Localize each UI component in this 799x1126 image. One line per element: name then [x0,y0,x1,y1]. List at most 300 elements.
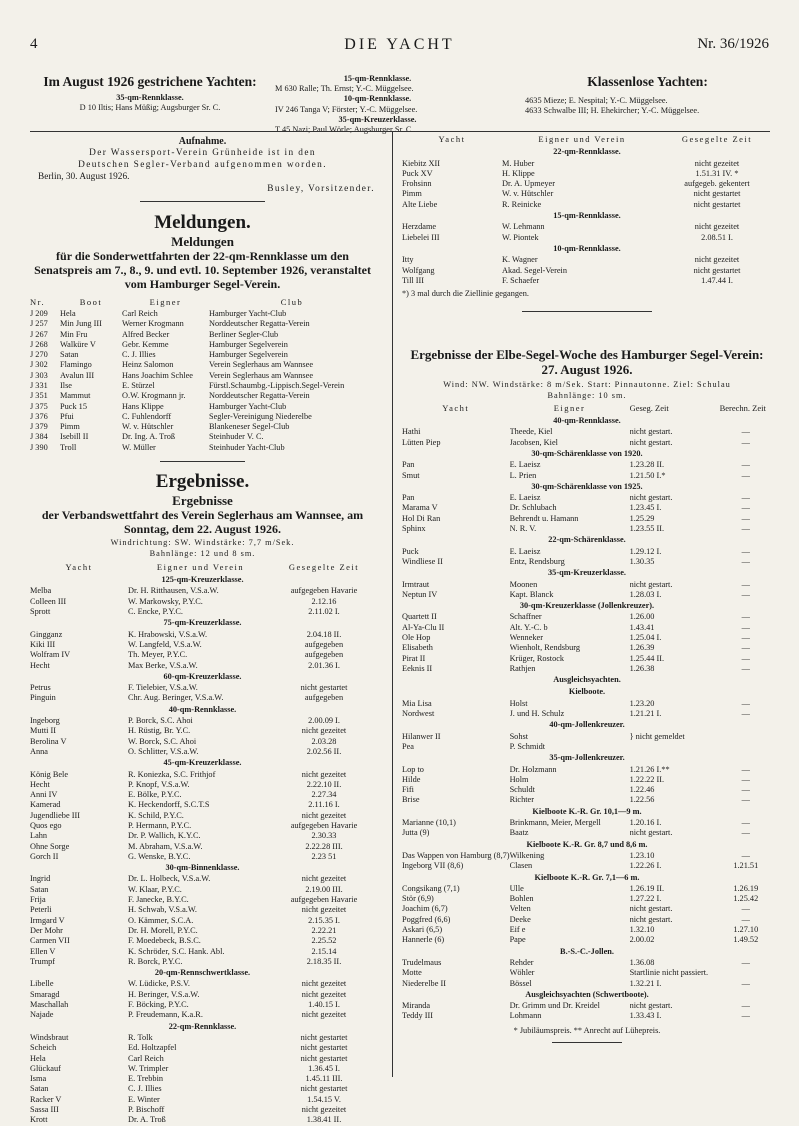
cell-eigner-verein: R. Koniezka, S.C. Frithjof [128,769,216,779]
cell-zeit: nicht gestartet [693,189,741,199]
cell-yacht: Kiebitz XII [402,158,441,168]
cell-berechn-zeit: — [741,663,750,673]
cell-geseg-zeit: 1.23.28 II. [629,460,665,470]
cell-berechn-zeit: — [741,513,750,523]
cell-berechn-zeit [720,742,772,752]
cell-berechn-zeit: 1.27.10 [733,925,759,935]
cell-club: Berliner Segler-Club [209,329,279,339]
cell-zeit: 2.30.33 [311,831,337,841]
result-row [402,654,772,664]
entry-row [30,412,375,422]
elbe-bahn: Bahnlänge: 10 sm. [547,390,627,400]
cell-eigner-verein: K. Hrabowski, V.S.a.W. [128,629,208,639]
cell-zeit: 2.25.52 [311,936,337,946]
cell-geseg-zeit: 1.23.20 [629,698,655,708]
cell-eigner: Heinz Salomon [122,360,174,370]
result-row [402,818,772,828]
meldungen-subtitle: Meldungen [171,234,234,249]
cell-eigner: W. v. Hütschler [122,422,174,432]
cell-yacht: Frohsinn [402,179,432,189]
cell-eigner-verein: M. Huber [502,158,535,168]
result-row [30,1095,375,1105]
cell-berechn-zeit [720,732,772,742]
result-row [402,1011,772,1021]
result-row [30,800,375,810]
result-row [30,747,375,757]
class-heading-label: 35-qm-Kreuzerklasse. [548,568,626,578]
cell-eigner: Moonen [509,579,538,589]
cell-yacht: Hilde [402,774,421,784]
cell-eigner: N. R. V. [509,524,537,534]
cell-geseg-zeit: 1.26.19 II. [629,883,665,893]
cell-eigner-verein: Akad. Segel-Verein [502,265,567,275]
cell-zeit: 2.11.16 I. [308,800,340,810]
divider-top [30,131,770,132]
result-row [402,765,772,775]
cell-yacht: Sprott [30,607,51,617]
result-row [30,693,375,703]
cell-nr: J 384 [30,432,48,442]
result-row [402,200,772,210]
class-heading [402,719,772,731]
cell-zeit: 2.00.09 I. [308,716,340,726]
class-heading [30,671,375,683]
cell-yacht: Hela [30,1053,46,1063]
class-heading-label: 125-qm-Kreuzerklasse. [161,575,244,585]
result-row [30,683,375,693]
result-row [30,990,375,1000]
result-row [402,580,772,590]
cell-zeit: nicht gestartet [300,1084,348,1094]
cell-geseg-zeit: 1.30.35 [629,556,655,566]
cell-berechn-zeit: 1.25.42 [733,894,759,904]
left-column [30,136,375,1126]
cell-yacht: Kamerad [30,800,61,810]
cell-yacht: Till III [402,275,425,285]
cell-eigner: Bössel [509,978,532,988]
cell-eigner: Sohst [509,731,529,741]
cell-berechn-zeit: — [741,524,750,534]
aufnahme-line-3: Berlin, 30. August 1926. [38,172,130,182]
col-header-eigner-verein: Eigner und Verein [156,561,245,572]
cell-geseg-zeit [630,742,720,752]
cell-geseg-zeit: nicht gestart. [629,437,673,447]
cell-eigner: Deeke [509,914,531,924]
class-heading [30,617,375,629]
entry-row [30,340,375,350]
klassenlose-line-2: 4633 Schwalbe III; H. Ehekircher; Y.-C. Müggelsee. [525,106,700,116]
cell-yacht: Gingganz [30,629,63,639]
cell-berechn-zeit: — [741,579,750,589]
cell-eigner: P. Schmidt [509,741,546,751]
cell-berechn-zeit [720,968,772,978]
cell-zeit: nicht gestartet [300,1032,348,1042]
result-row [30,1043,375,1053]
class-heading [402,806,772,818]
cell-berechn-zeit: — [741,1001,750,1011]
cell-zeit: nicht gezeitet [694,255,740,265]
col-header-yacht-elbe: Yacht [442,402,470,413]
cell-yacht: Ole Hop [402,633,431,642]
cell-yacht: Al-Ya-Clu II [402,622,445,632]
cell-eigner-verein: W. Lehmann [502,222,545,232]
cell-boot: Avalun III [60,370,95,380]
cell-eigner: Dr. Ing. A. Troß [122,432,176,442]
cell-eigner-verein: C. J. Illies [128,1084,162,1094]
result-row [30,947,375,957]
august-title: Im August 1926 gestrichene Yachten: [43,74,257,89]
cell-eigner-verein: Th. Meyer, P.Y.C. [128,650,188,660]
cell-eigner: Behrendt u. Hamann [509,513,579,523]
entry-row [30,432,375,442]
middle-line-2: IV 246 Tanga V; Förster; Y.-C. Müggelsee. [275,104,418,114]
cell-yacht: Hannerle (6) [402,935,445,945]
result-row [402,503,772,513]
cell-nr: J 375 [30,401,48,411]
cell-berechn-zeit: 1.21.51 [733,861,759,871]
result-row [402,471,772,481]
cell-yacht: Anna [30,746,48,756]
entry-row [30,309,375,319]
cell-boot: Min Jung III [60,319,102,329]
cell-eigner-verein: F. Böcking, P.Y.C. [128,1000,189,1010]
col-header-yacht-right: Yacht [438,134,466,144]
cell-geseg-zeit: 1.21.26 I.** [629,764,670,774]
result-row [402,643,772,653]
cell-berechn-zeit: — [741,818,750,828]
cell-yacht: Peterli [30,905,52,915]
class-heading [402,210,772,222]
cell-eigner: E. Laeisz [509,546,541,556]
cell-yacht: Der Mohr [30,925,63,935]
entry-row [30,350,375,360]
august-entry: D 10 Iltis; Hans Müßig; Augsburger Sr. C. [79,103,221,113]
class-heading-label: 40-qm-Jollenkreuzer. [549,720,625,730]
cell-zeit: 2.01.36 I. [308,660,340,670]
cell-yacht: Pea [402,741,414,751]
cell-zeit: nicht gezeitet [301,1105,347,1115]
entry-row [30,319,375,329]
cell-yacht: Congsikang (7,1) [402,883,460,893]
cell-yacht: Satan [30,1084,49,1094]
cell-eigner: E. Stürzel [122,380,155,390]
page-header [0,36,799,56]
cell-eigner: Brinkmann, Meier, Mergell [509,818,601,828]
result-row [30,885,375,895]
result-row [30,1033,375,1043]
result-row [30,811,375,821]
cell-yacht: Frija [30,895,46,905]
cell-yacht: Joachim (6,7) [402,904,448,914]
cell-berechn-zeit: — [741,622,750,632]
cell-eigner-verein: E. Bölke, P.Y.C. [128,790,182,800]
cell-zeit: 2.04.18 II. [306,629,342,639]
cell-yacht: Glückauf [30,1063,61,1073]
result-row [402,1001,772,1011]
cell-geseg-zeit: 1.20.16 I. [629,818,662,828]
cell-nr: J 268 [30,339,48,349]
cell-eigner-verein: E. Trebbin [128,1074,164,1084]
cell-eigner-verein: P. Hermann, P.Y.C. [128,821,192,830]
cell-eigner: Clasen [509,861,533,871]
cell-boot: Walküre V [60,339,96,349]
cell-eigner-verein: G. Wenske, B.Y.C. [128,851,191,861]
cell-eigner: O.W. Krogmann jr. [122,391,186,401]
klassenlose-title: Klassenlose Yachten: [587,74,708,89]
column-divider [392,132,393,1077]
result-row [30,895,375,905]
cell-yacht: Jutta (9) [402,828,430,838]
col-header-berechn-zeit: Berechn. Zeit [719,402,766,413]
cell-zeit: 2.23 51 [311,851,337,861]
cell-eigner: Bohlen [509,894,534,904]
cell-eigner: Alfred Becker [122,329,170,339]
result-row [402,709,772,719]
cell-eigner-verein: P. Freudemann, K.a.R. [128,1010,203,1020]
cell-zeit: 2.27.34 [311,790,337,800]
cell-zeit: aufgegeben [304,693,344,703]
result-row [402,438,772,448]
cell-geseg-zeit: 1.43.41 [629,622,655,632]
cell-geseg-zeit: 1.26.00 [629,612,655,622]
cell-geseg-zeit: 1.32.10 [629,925,655,935]
cell-yacht: Kiki III [30,639,56,649]
class-heading [402,534,772,546]
cell-yacht: Pirat II [402,653,426,663]
cell-geseg-zeit: 1.22.22 II. [629,774,665,784]
cell-boot: Troll [60,442,77,452]
cell-nr: J 267 [30,329,48,339]
divider-aufnahme [140,201,265,202]
cell-yacht: Ellen V [30,946,56,956]
cell-club: Hamburger Yacht-Club [209,308,287,318]
cell-geseg-zeit: 1.33.43 I. [629,1011,662,1021]
cell-berechn-zeit: — [741,493,750,503]
cell-eigner: Krüger, Rostock [509,653,565,663]
entry-row [30,371,375,381]
cell-yacht: Niederelbe II [402,978,446,988]
cell-zeit: nicht gestartet [693,265,741,275]
result-row [30,1105,375,1115]
cell-eigner-verein: R. Reinicke [502,199,542,209]
result-row [30,630,375,640]
cell-eigner-verein: H. Klippe [502,168,535,178]
class-heading-label: 30-qm-Schärenklasse von 1920. [531,448,643,458]
cell-eigner: Entz, Rendsburg [509,556,565,566]
cell-zeit: aufgegeben [304,650,344,660]
cell-eigner: Wienholt, Rendsburg [509,643,581,653]
class-heading-label: 15-qm-Rennklasse. [553,211,621,221]
col-header-zeit-right: Gesegelte Zeit [681,134,753,144]
cell-berechn-zeit: — [741,795,750,805]
class-heading-label: 10-qm-Rennklasse. [553,243,621,253]
result-row [402,427,772,437]
result-row [30,852,375,862]
cell-eigner: Kapt. Blanck [509,589,554,599]
cell-yacht: Wolfram IV [30,650,71,660]
cell-berechn-zeit: — [741,556,750,566]
cell-eigner-verein: Dr. H. Ritthausen, V.S.a.W. [128,586,219,596]
cell-geseg-zeit: nicht gestart. [629,427,673,437]
cell-yacht: Ohne Sorge [30,841,70,851]
cell-nr: J 257 [30,319,48,329]
cell-eigner-verein: R. Tolk [128,1032,153,1042]
result-row [402,514,772,524]
class-heading-label: 20-qm-Rennschwertklasse. [154,968,251,978]
entry-row [30,330,375,340]
cell-zeit: nicht gestartet [300,1043,348,1053]
cell-zeit: 2.19.00 III. [305,884,343,894]
cell-eigner-verein: W. Markowsky, P.Y.C. [128,596,203,606]
cell-geseg-zeit: 1.36.08 [629,957,655,967]
entry-row [30,422,375,432]
class-heading-label: Ausgleichsyachten (Schwertboote). [525,989,649,999]
cell-zeit: nicht gezeitet [301,810,347,820]
cell-yacht: Berolina V [30,736,67,746]
cell-yacht: Hathi [402,427,421,437]
cell-club: Norddeutscher Regatta-Verein [209,319,310,329]
cell-club: Steinhuder V. C. [209,432,264,442]
class-heading [402,481,772,493]
cell-zeit: nicht gezeitet [301,905,347,915]
august-class: 35-qm-Rennklasse. [116,93,184,102]
col-header-geseg-zeit: Geseg. Zeit [629,402,669,413]
cell-eigner: Wenneker [509,633,543,642]
cell-zeit: 2.02.56 II. [306,746,342,756]
class-heading-label: Kielboote K.-R. Gr. 10,1—9 m. [532,806,642,816]
aufnahme-line-1: Der Wassersport-Verein Grünheide ist in den [89,148,316,158]
ergebnisse-wind: Windrichtung: SW. Windstärke: 7,7 m/Sek. [110,538,295,548]
cell-eigner-verein: K. Schild, P.Y.C. [128,810,184,820]
cell-yacht: Trumpf [30,956,56,966]
cell-yacht: Melba [30,586,52,596]
cell-eigner: Richter [509,795,534,805]
cell-yacht: Lütten Piep [402,437,441,447]
cell-yacht: Teddy III [402,1011,433,1021]
cell-boot: Pimm [60,422,80,432]
cell-eigner-verein: Dr. A. Troß [128,1115,166,1125]
cell-yacht: Das Wappen von Hamburg (8,7) [402,850,510,860]
class-heading-label: 40-qm-Rennklasse. [168,704,237,714]
result-row [402,266,772,276]
cell-yacht: Quos ego [30,821,62,830]
result-row [402,732,772,742]
cell-berechn-zeit: — [741,633,750,642]
ergebnisse-left-section [30,471,375,1126]
class-heading [402,872,772,884]
cell-eigner: Wilkening [509,850,545,860]
cell-zeit: 2.08.51 I. [701,232,733,242]
cell-yacht: Ingeborg VII (8,6) [402,861,464,871]
cell-eigner-verein: H. Schwab, V.S.a.W. [128,905,197,915]
cell-zeit: nicht gestartet [300,683,348,693]
cell-geseg-zeit: 2.00.02 [629,935,655,945]
cell-geseg-zeit: 1.25.44 II. [629,653,665,663]
cell-eigner-verein: W. Borck, S.C. Ahoi [128,736,197,746]
cell-yacht: Pinguin [30,693,56,703]
result-row [402,795,772,805]
result-row [30,1074,375,1084]
cell-yacht: König Bele [30,769,69,779]
cell-yacht: Windsbraut [30,1032,69,1042]
cell-eigner: Theede, Kiel [509,427,553,437]
cell-yacht: Isma [30,1074,47,1084]
cell-geseg-zeit: 1.25.04 I. [629,633,662,642]
meldungen-section [30,212,375,453]
cell-yacht: Smaragd [30,989,60,999]
cell-geseg-zeit: 1.21.21 I. [629,709,662,719]
result-row [402,664,772,674]
cell-club: Blankeneser Segel-Club [209,422,290,432]
cell-yacht: Krott [30,1115,48,1125]
cell-zeit: nicht gestartet [300,1053,348,1063]
cell-yacht: Wolfgang [402,265,435,275]
cell-geseg-zeit: nicht gestart. [629,493,673,503]
result-row [30,842,375,852]
cell-eigner-verein: H. Rüstig, Br. Y.C. [128,726,191,736]
cell-nr: J 351 [30,391,48,401]
cell-berechn-zeit: — [741,589,750,599]
result-row [30,1064,375,1074]
cell-eigner: E. Laeisz [509,460,541,470]
aufnahme-signature: Busley, Vorsitzender. [267,184,375,194]
cell-club: Steinhuder Yacht-Club [209,442,285,452]
cell-yacht: Stör (6,9) [402,894,434,904]
result-row [402,233,772,243]
cell-yacht: Lop to [402,764,424,774]
cell-eigner: Velten [509,904,531,914]
result-row [402,159,772,169]
class-heading [402,600,772,612]
meldungen-header-row [30,297,375,309]
cell-zeit: 2.12.16 [311,596,337,606]
cell-geseg-zeit: 1.23.45 I. [629,503,662,513]
result-row [30,1084,375,1094]
result-row [402,189,772,199]
entry-row [30,391,375,401]
cell-geseg-zeit: nicht gestart. [629,914,673,924]
cell-geseg-zeit: 1.23.55 II. [629,524,665,534]
cell-eigner-verein: E. Winter [128,1094,160,1104]
result-row [402,979,772,989]
cell-eigner: Gebr. Kemme [122,339,169,349]
result-row [30,905,375,915]
middle-line-3: T 45 Nazi; Paul Wörle; Augsburger Sr. C. [275,125,414,135]
result-row [402,968,772,978]
cell-yacht: Sassa III [30,1105,59,1115]
result-row [30,790,375,800]
cell-eigner-verein: F. Tielebier, V.S.a.W. [128,683,198,693]
result-row [30,607,375,617]
right-top-note: *) 3 mal durch die Ziellinie gegangen. [402,289,529,299]
cell-geseg-zeit: Startlinie nicht passiert. [629,968,709,978]
result-row [402,623,772,633]
result-row [402,255,772,265]
cell-eigner-verein: Dr. L. Holbeck, V.S.a.W. [128,874,211,884]
cell-eigner: Baatz [509,828,529,838]
class-heading [402,146,772,158]
cell-yacht: Ingrid [30,874,51,884]
cell-zeit: 2.11.02 I. [308,607,340,617]
result-row [30,780,375,790]
cell-geseg-zeit: 1.21.50 I.* [629,470,666,480]
cell-yacht: Pan [402,493,415,503]
cell-eigner: Dr. Schlubach [509,503,557,513]
result-row [402,785,772,795]
cell-zeit: 1.54.15 V. [307,1094,341,1104]
cell-geseg-zeit: nicht gestart. [629,904,673,914]
cell-yacht: Poggfred (6,6) [402,914,451,924]
